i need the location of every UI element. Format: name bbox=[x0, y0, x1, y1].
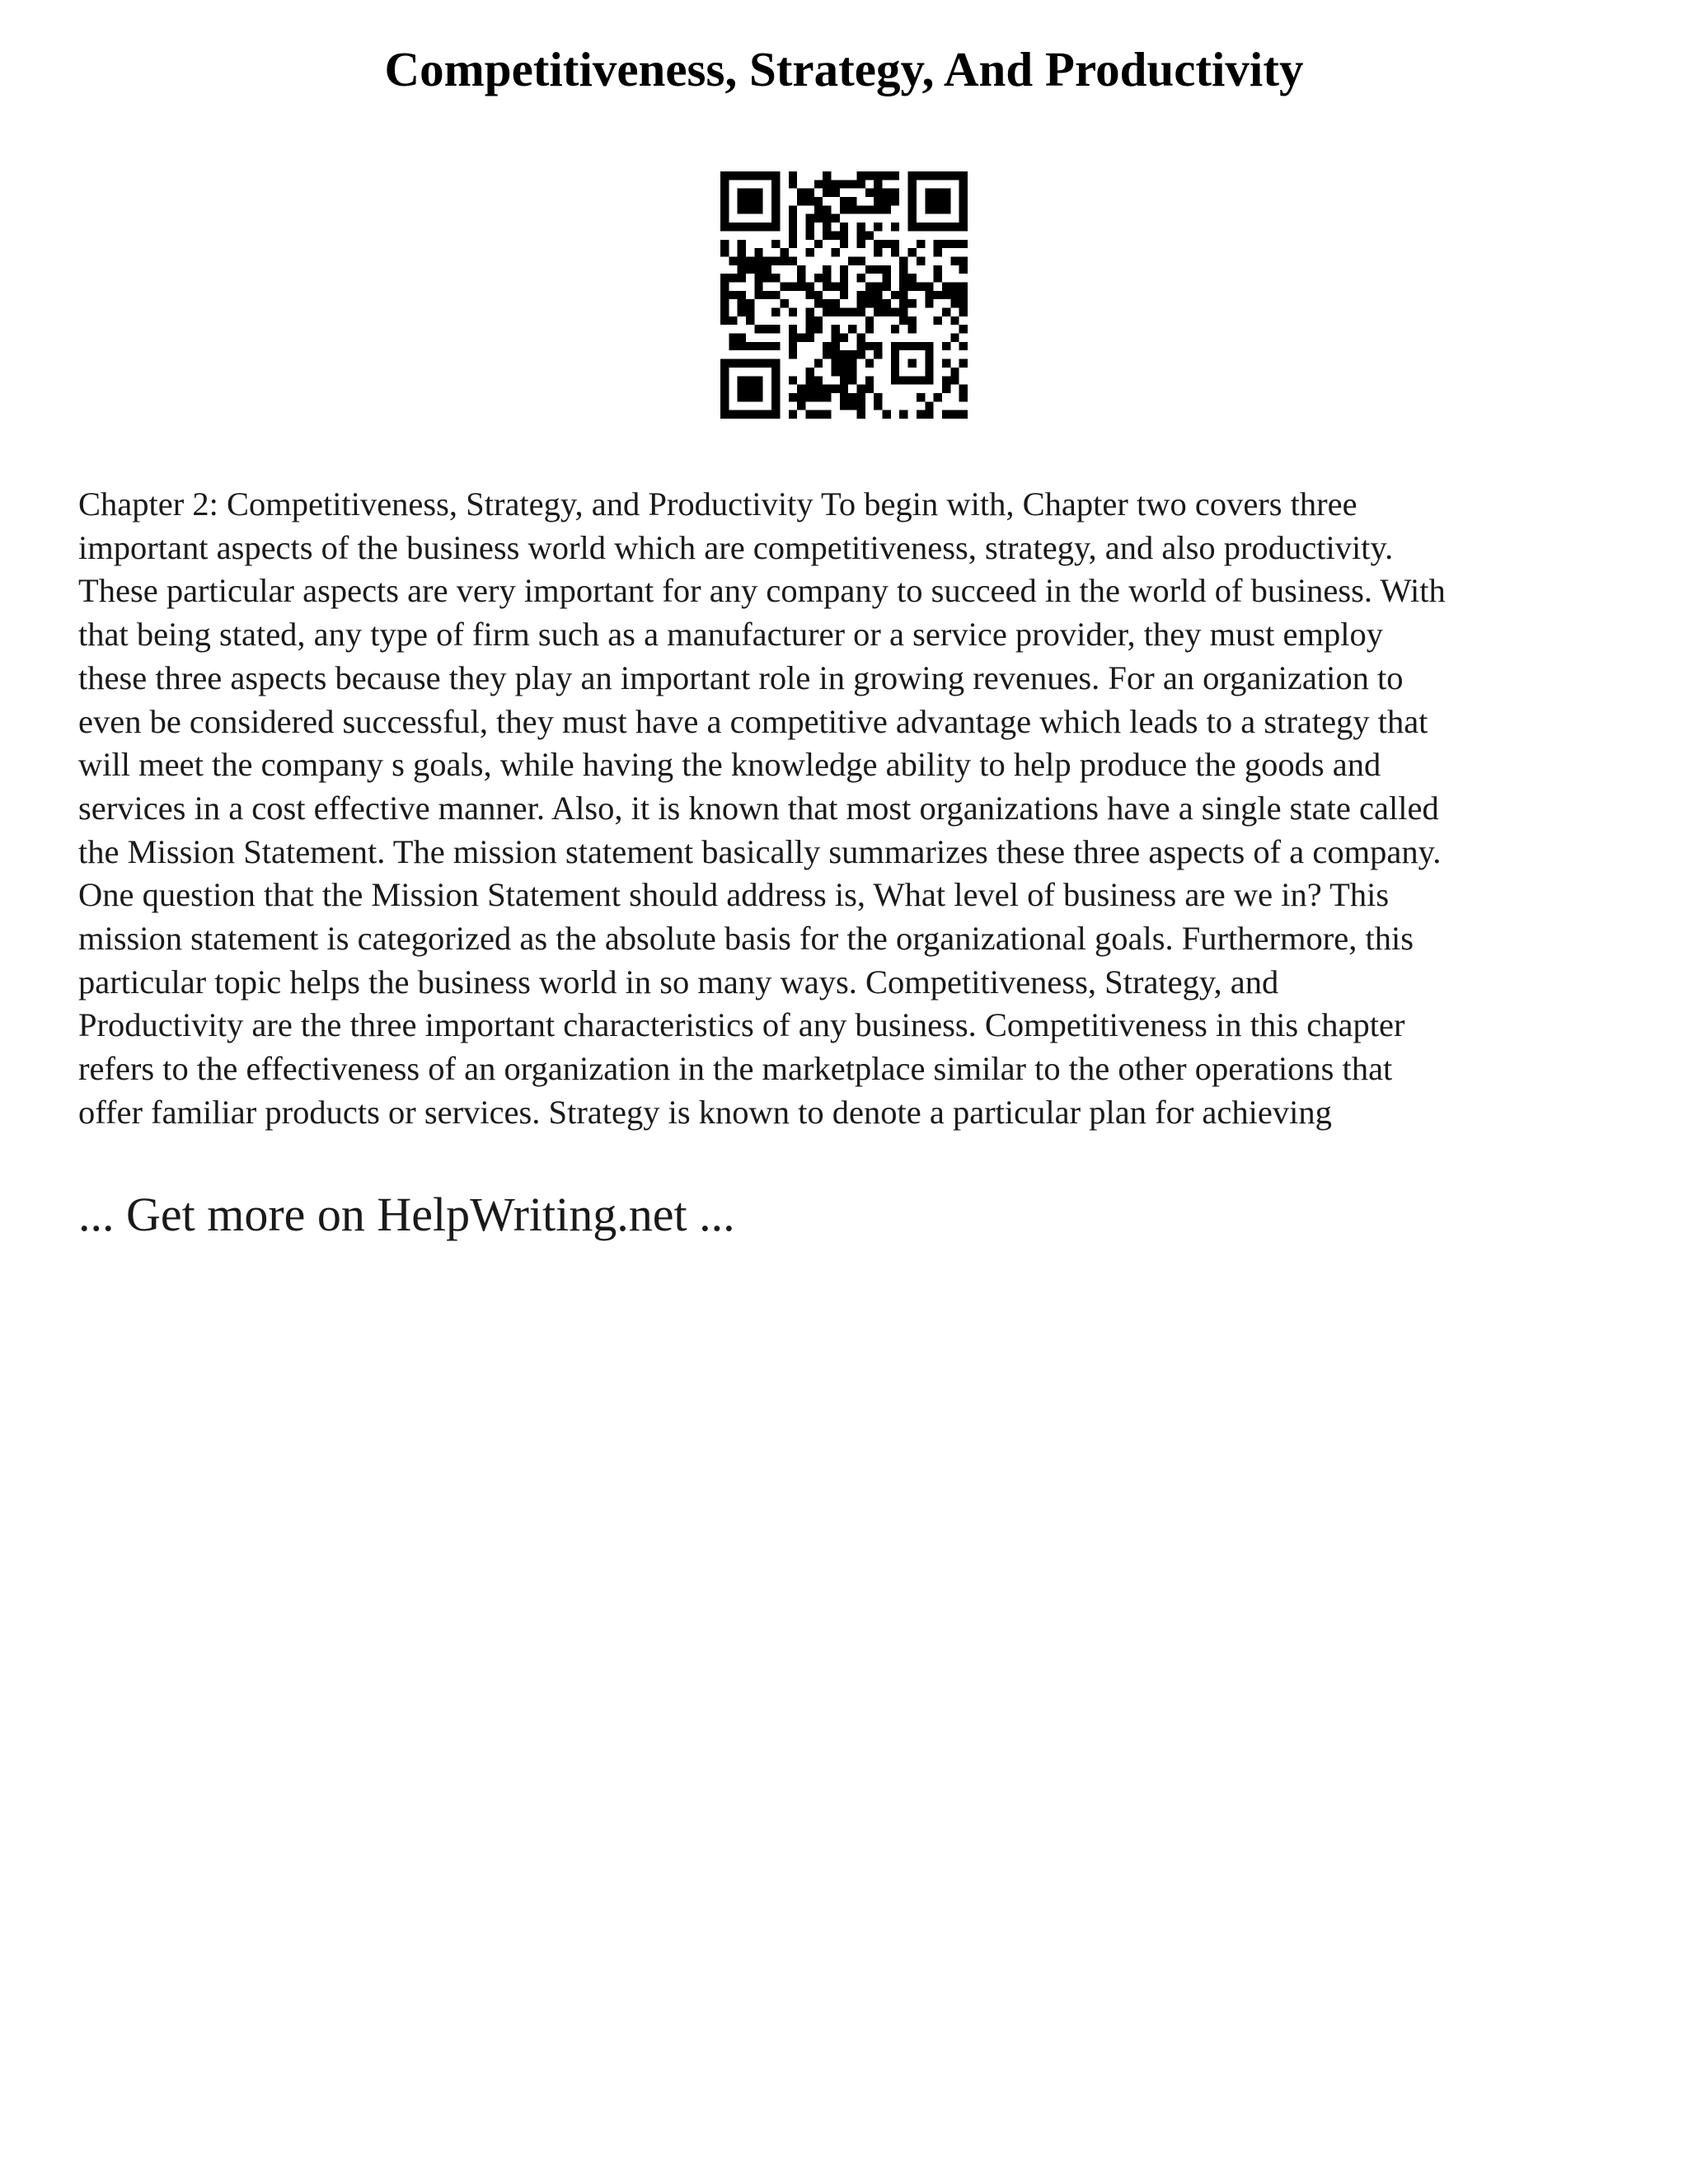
body-line: Chapter 2: Competitiveness, Strategy, and Productivity To begin with, Chapter two covers three bbox=[78, 485, 1357, 523]
body-line: will meet the company s goals, while having the knowledge ability to help produce the goods and bbox=[78, 746, 1381, 784]
body-line: that being stated, any type of firm such as a manufacturer or a service provider, they must employ bbox=[78, 616, 1383, 654]
body-line: particular topic helps the business world in so many ways. Competitiveness, Strategy, and bbox=[78, 963, 1279, 1001]
body-line: mission statement is categorized as the absolute basis for the organizational goals. Furthermore, this bbox=[78, 920, 1414, 958]
qr-code-icon[interactable] bbox=[720, 171, 968, 419]
body-line: important aspects of the business world which are competitiveness, strategy, and also productivity. bbox=[78, 528, 1394, 566]
body-paragraph bbox=[78, 483, 1628, 1135]
body-line: Productivity are the three important characteristics of any business. Competitiveness in this chapter bbox=[78, 1006, 1405, 1044]
body-line: offer familiar products or services. Strategy is known to denote a particular plan for achieving bbox=[78, 1093, 1332, 1131]
body-line: These particular aspects are very important for any company to succeed in the world of business. With bbox=[78, 572, 1446, 610]
body-line: even be considered successful, they must have a competitive advantage which leads to a strategy that bbox=[78, 702, 1428, 740]
body-line: these three aspects because they play an important role in growing revenues. For an organization to bbox=[78, 658, 1404, 696]
page-title: Competitiveness, Strategy, And Productivity bbox=[384, 42, 1304, 96]
body-line: refers to the effectiveness of an organization in the marketplace similar to the other operations that bbox=[78, 1050, 1393, 1088]
body-line: services in a cost effective manner. Also, it is known that most organizations have a single state called bbox=[78, 789, 1439, 827]
get-more-link[interactable]: ... Get more on HelpWriting.net ... bbox=[78, 1188, 735, 1241]
body-line: One question that the Mission Statement should address is, What level of business are we in? This bbox=[78, 876, 1390, 914]
body-line: the Mission Statement. The mission statement basically summarizes these three aspects of a company. bbox=[78, 832, 1442, 870]
